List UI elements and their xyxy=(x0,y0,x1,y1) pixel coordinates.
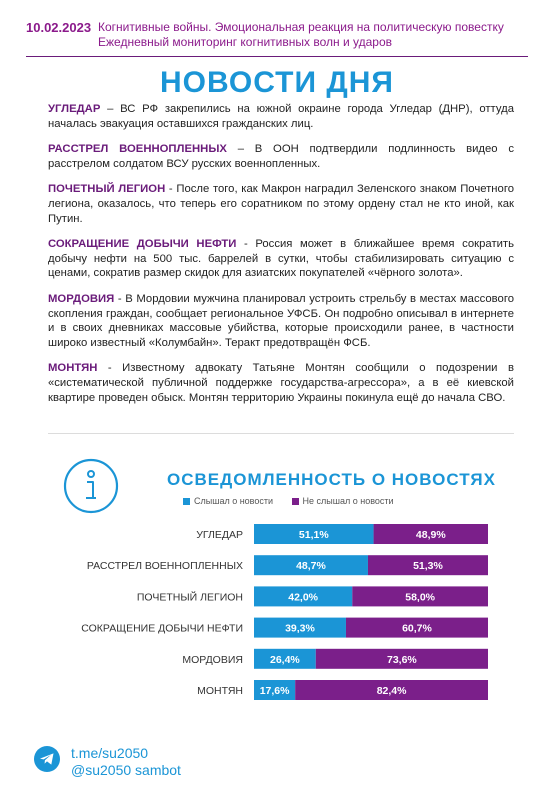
page-title: НОВОСТИ ДНЯ xyxy=(160,66,394,99)
value-label-not-heard: 82,4% xyxy=(376,685,407,697)
legend-swatch-not-heard xyxy=(292,498,299,505)
news-item-text: - В Мордовии мужчина планировал устроить стрельбу в местах массового скопления граждан, сообщает региональное УФСБ. Он подробно описывал в интернете и в своих дневниках массовые убийства, которые происходили ранее, в частности широко известный «Колумбайн». Теракт предотвращён ФСБ. xyxy=(48,292,514,349)
category-label: УГЛЕДАР xyxy=(196,529,243,541)
news-item-text: - Известному адвокату Татьяне Монтян сообщили о подозрении в «систематической публичной поддержке государства-агрессора», а в её киевской квартире проведен обыск. Монтян территорию Украины покинула ещё до начала СВО. xyxy=(48,362,514,404)
news-item-label: МОНТЯН xyxy=(48,362,98,375)
info-icon xyxy=(63,458,119,514)
value-label-heard: 48,7% xyxy=(296,560,326,573)
subtitle-line-1: Когнитивные войны. Эмоциональная реакция на политическую повестку xyxy=(98,20,504,34)
category-label: РАССТРЕЛ ВОЕННОПЛЕННЫХ xyxy=(86,560,243,573)
news-divider xyxy=(48,433,514,434)
value-label-not-heard: 73,6% xyxy=(386,653,417,666)
legend-item-heard xyxy=(183,496,273,506)
telegram-link[interactable]: t.me/su2050 xyxy=(71,745,149,761)
news-item xyxy=(48,237,514,281)
report-subtitle xyxy=(98,20,504,50)
category-label: СОКРАЩЕНИЕ ДОБЫЧИ НЕФТИ xyxy=(81,622,243,635)
value-label-not-heard: 51,3% xyxy=(413,560,443,573)
news-item-label: РАССТРЕЛ ВОЕННОПЛЕННЫХ xyxy=(48,143,227,156)
value-label-not-heard: 60,7% xyxy=(402,622,432,635)
news-item xyxy=(48,102,514,131)
news-item-text: – ВС РФ закрепились на южной окраине города Угледар (ДНР), оттуда началась эвакуация оставшихся гражданских лиц. xyxy=(48,103,514,130)
legend-swatch-heard xyxy=(183,498,190,505)
news-item xyxy=(48,182,514,226)
category-label: ПОЧЕТНЫЙ ЛЕГИОН xyxy=(136,591,243,604)
page-header xyxy=(0,0,554,58)
news-item-label: УГЛЕДАР xyxy=(48,103,101,115)
chart-legend xyxy=(183,496,410,506)
report-date: 10.02.2023 xyxy=(26,20,92,35)
value-label-heard: 42,0% xyxy=(288,591,319,604)
value-label-heard: 26,4% xyxy=(269,653,300,666)
news-item-label: СОКРАЩЕНИЕ ДОБЫЧИ НЕФТИ xyxy=(48,238,237,251)
value-label-not-heard: 58,0% xyxy=(405,591,436,604)
news-item-text: - Россия может в ближайшее время сократить добычу нефти на 500 тыс. баррелей в сутки, чтобы стабилизировать ситуацию с ценами, сократив размер скидок для азиатских покупателей «чёрного золота». xyxy=(48,238,514,280)
footer-contacts xyxy=(71,745,181,779)
news-item-label: МОРДОВИЯ xyxy=(48,292,115,305)
news-item-text: - После того, как Макрон наградил Зеленского знаком Почетного легиона, оказалось, что теперь его соратником по этому ордену стал не кто иной, как Путин. xyxy=(48,183,514,225)
subtitle-line-2: Ежедневный мониторинг когнитивных волн и ударов xyxy=(98,35,392,49)
news-item xyxy=(48,361,514,405)
news-item-text: – В ООН подтвердили подлинность видео с расстрелом солдатом ВСУ русских военнопленных. xyxy=(48,143,514,170)
legend-label-not-heard: Не слышал о новости xyxy=(302,496,394,506)
value-label-not-heard: 48,9% xyxy=(415,529,446,541)
value-label-heard: 51,1% xyxy=(298,529,329,541)
news-item xyxy=(48,142,514,171)
news-list xyxy=(48,102,514,416)
telegram-icon[interactable] xyxy=(34,746,60,772)
header-divider xyxy=(26,56,528,57)
bot-name[interactable]: @su2050 sambot xyxy=(71,762,181,778)
value-label-heard: 39,3% xyxy=(285,622,315,635)
legend-item-not-heard xyxy=(292,496,394,506)
legend-label-heard: Слышал о новости xyxy=(194,496,274,506)
news-item xyxy=(48,292,514,350)
category-label: МОРДОВИЯ xyxy=(182,653,243,666)
news-item-label: ПОЧЕТНЫЙ ЛЕГИОН xyxy=(48,183,166,196)
awareness-chart xyxy=(0,516,554,716)
category-label: МОНТЯН xyxy=(197,685,243,697)
chart-title: ОСВЕДОМЛЕННОСТЬ О НОВОСТЯХ xyxy=(167,470,496,489)
value-label-heard: 17,6% xyxy=(259,685,290,697)
